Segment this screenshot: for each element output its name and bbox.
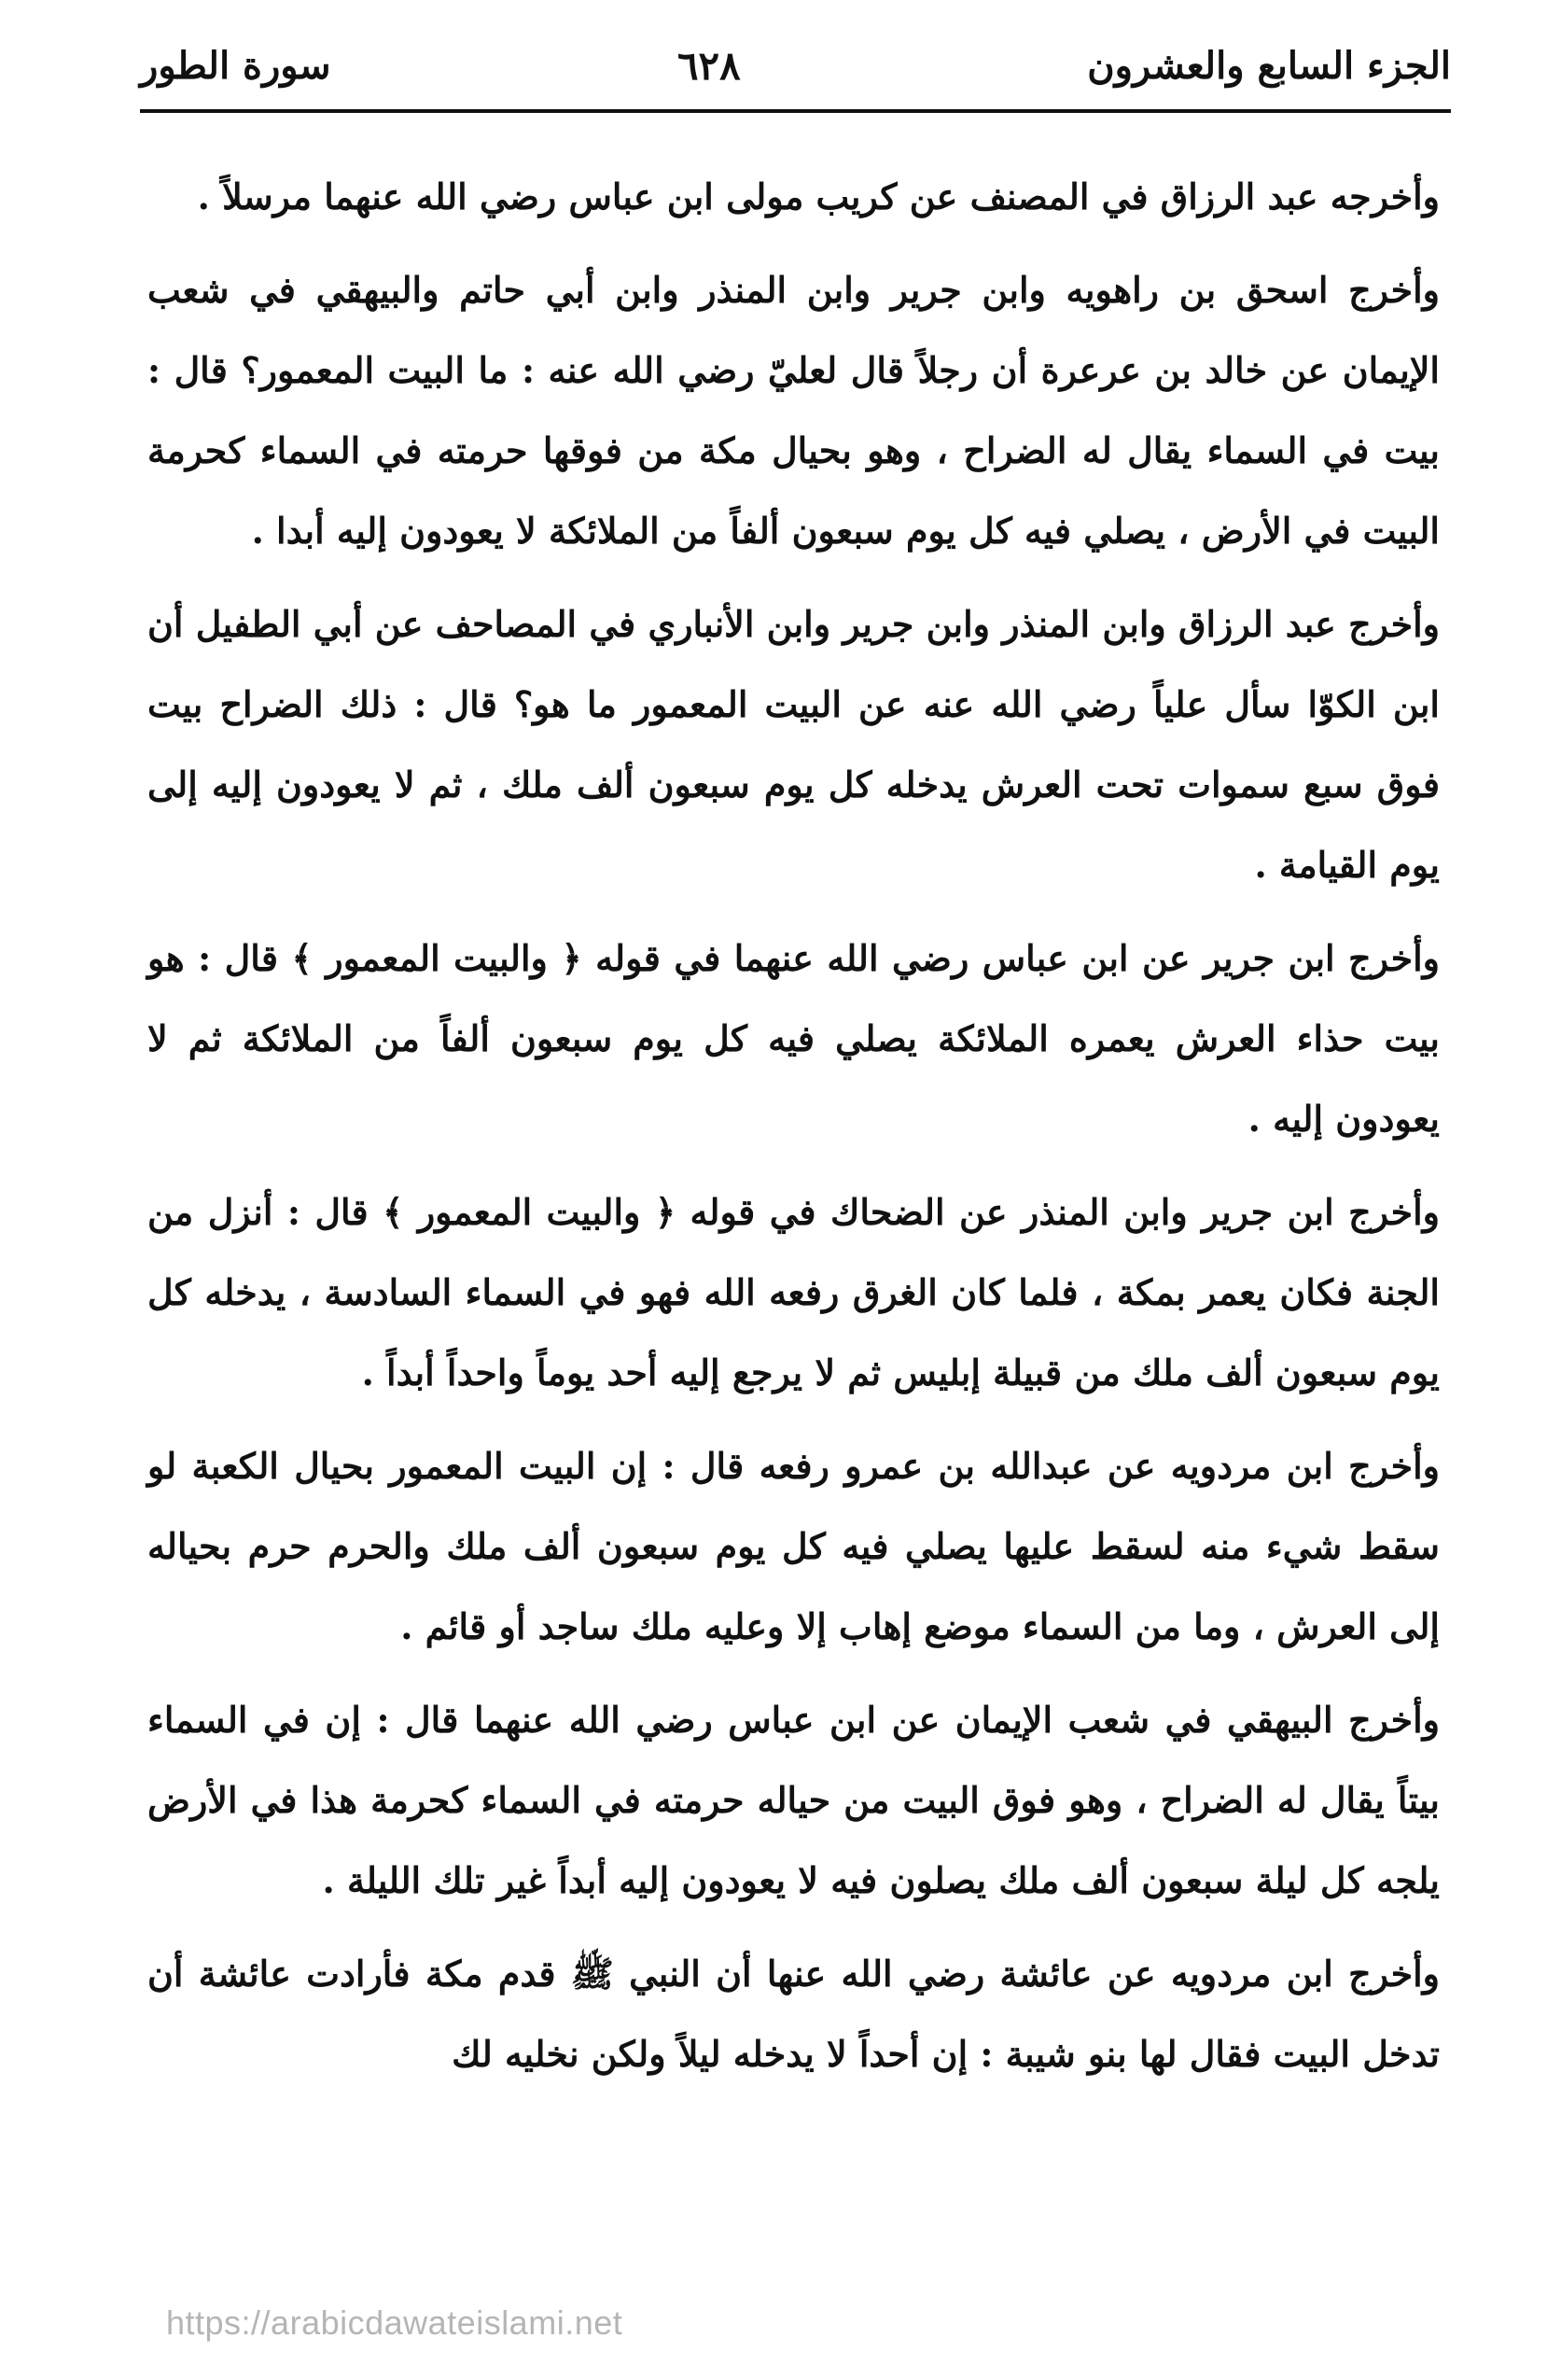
part-title: الجزء السابع والعشرون bbox=[1087, 43, 1451, 88]
page-header bbox=[140, 28, 1451, 103]
paragraph: وأخرج ابن جرير وابن المنذر عن الضحاك في قوله ﴿ والبيت المعمور ﴾ قال : أنزل من الجنة فكان يعمر بمكة ، فلما كان الغرق رفعه الله فهو في السماء السادسة ، يدخله كل يوم سبعون ألف ملك من قبيلة إبليس ثم لا يرجع إليه أحد يوماً واحداً أبداً . bbox=[147, 1191, 1440, 1393]
surah-title: سورة الطور bbox=[140, 43, 331, 88]
page-body bbox=[147, 157, 1440, 2107]
paragraph: وأخرج البيهقي في شعب الإيمان عن ابن عباس رضي الله عنهما قال : إن في السماء بيتاً يقال له الضراح ، وهو فوق البيت من حياله حرمته في السماء كحرمة هذا في الأرض يلجه كل ليلة سبعون ألف ملك يصلون فيه لا يعودون إليه أبداً غير تلك الليلة . bbox=[147, 1699, 1440, 1901]
watermark-url: https://arabicdawateislami.net bbox=[166, 2303, 623, 2342]
paragraph: وأخرج اسحق بن راهويه وابن جرير وابن المنذر وابن أبي حاتم والبيهقي في شعب الإيمان عن خالد بن عرعرة أن رجلاً قال لعليّ رضي الله عنه : ما البيت المعمور؟ قال : بيت في السماء يقال له الضراح ، وهو بحيال مكة من فوقها حرمته في السماء كحرمة البيت في الأرض ، يصلي فيه كل يوم سبعون ألفاً من الملائكة لا يعودون إليه أبدا . bbox=[147, 269, 1440, 552]
page-number: ٦٢٨ bbox=[677, 42, 741, 89]
paragraph: وأخرجه عبد الرزاق في المصنف عن كريب مولى ابن عباس رضي الله عنهما مرسلاً . bbox=[197, 175, 1440, 217]
paragraph: وأخرج ابن مردويه عن عائشة رضي الله عنها أن النبي ﷺ قدم مكة فأرادت عائشة أن تدخل البيت فقال لها بنو شيبة : إن أحداً لا يدخله ليلاً ولكن نخليه لك bbox=[147, 1953, 1440, 2075]
paragraph: وأخرج ابن مردويه عن عبدالله بن عمرو رفعه قال : إن البيت المعمور بحيال الكعبة لو سقط شيء منه لسقط عليها يصلي فيه كل يوم سبعون ألف ملك والحرم حرم بحياله إلى العرش ، وما من السماء موضع إهاب إلا وعليه ملك ساجد أو قائم . bbox=[147, 1445, 1440, 1647]
paragraph: وأخرج عبد الرزاق وابن المنذر وابن جرير وابن الأنباري في المصاحف عن أبي الطفيل أن ابن الكوّا سأل علياً رضي الله عنه عن البيت المعمور ما هو؟ قال : ذلك الضراح بيت فوق سبع سموات تحت العرش يدخله كل يوم سبعون ألف ملك ، ثم لا يعودون إليه إلى يوم القيامة . bbox=[147, 603, 1440, 886]
header-rule bbox=[140, 109, 1451, 113]
paragraph: وأخرج ابن جرير عن ابن عباس رضي الله عنهما في قوله ﴿ والبيت المعمور ﴾ قال : هو بيت حذاء العرش يعمره الملائكة يصلي فيه كل يوم سبعون ألفاً من الملائكة ثم لا يعودون إليه . bbox=[147, 937, 1440, 1140]
